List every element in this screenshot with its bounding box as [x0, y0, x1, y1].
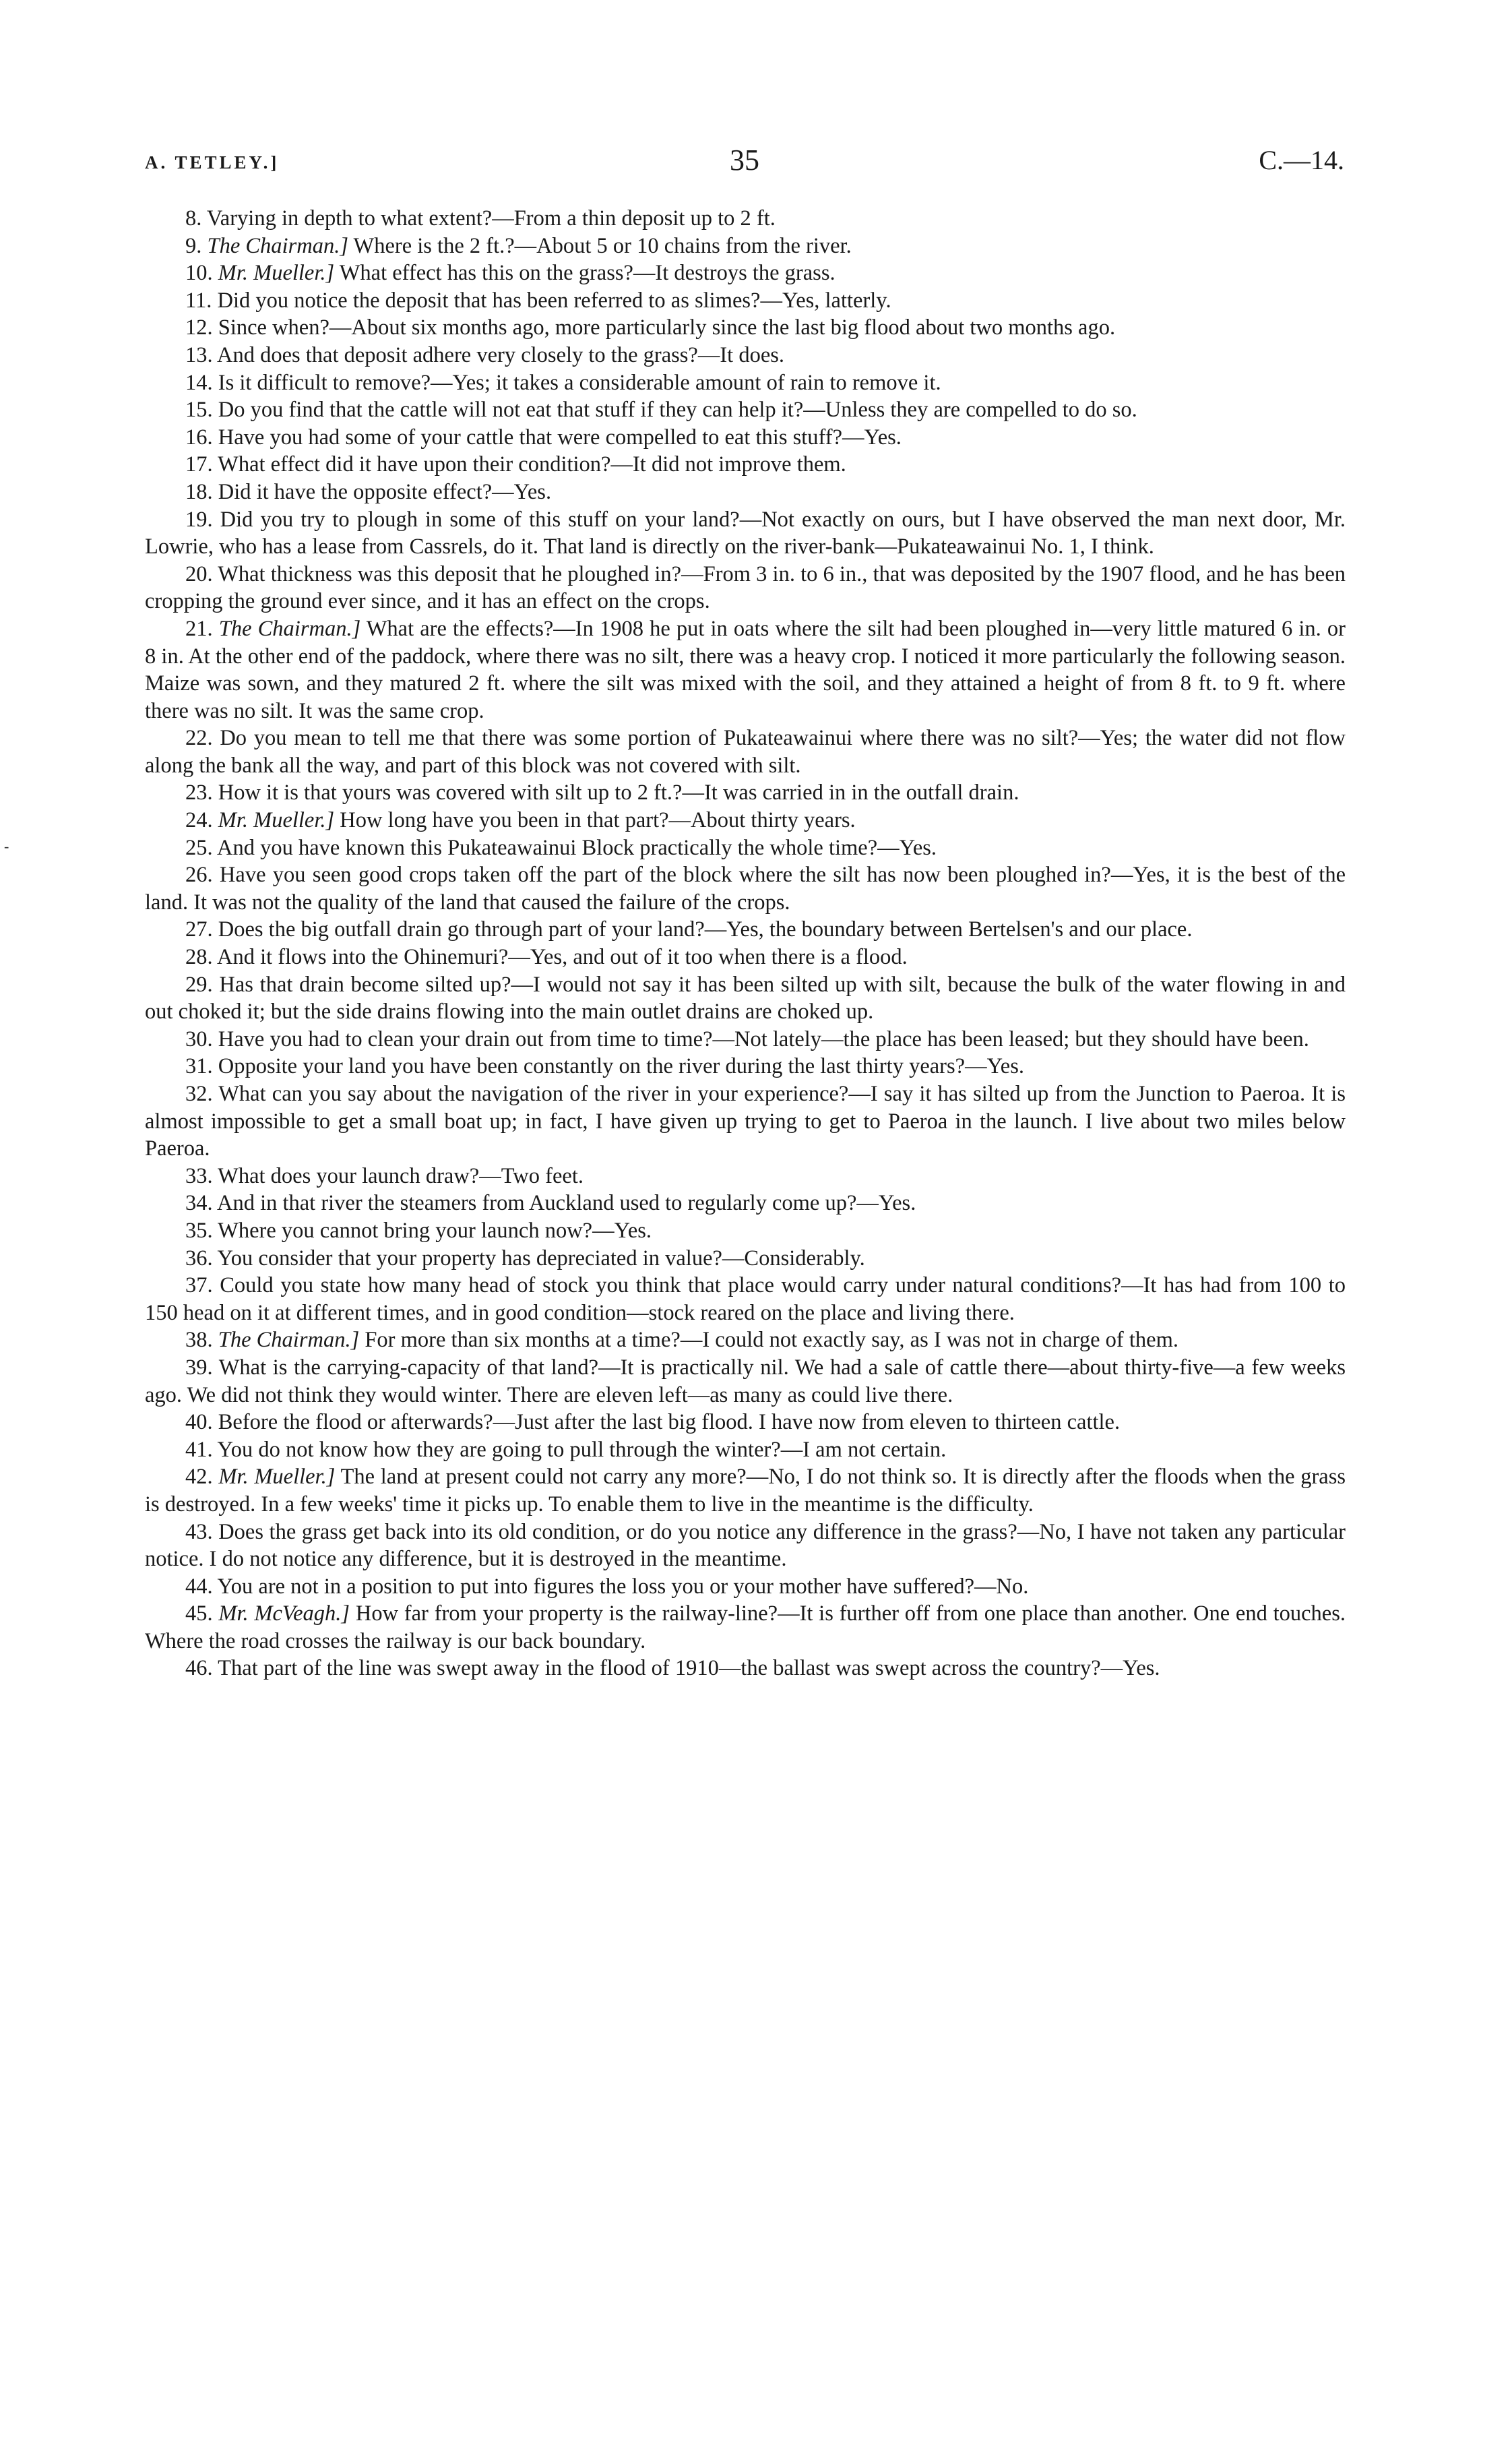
question-answer-text: What is the carrying-capacity of that land?—It is practically nil. We had a sale of cattle there—about thirty-five—a few weeks ago. We did not think they would winter. There are eleven left—as many as could live there.: [145, 1355, 1346, 1407]
testimony-entry: [145, 1519, 1346, 1573]
testimony-entry: [145, 861, 1346, 916]
question-number: 14.: [185, 370, 213, 395]
question-answer-text: Does the grass get back into its old condition, or do you notice any difference in the grass?—No, I have not taken any particular notice. I do not notice any difference, but it is destroyed in the meantime.: [145, 1519, 1346, 1572]
question-answer-text: And it flows into the Ohinemuri?—Yes, and out of it too when there is a flood.: [216, 945, 908, 970]
speaker-label: Mr. Mueller.]: [218, 808, 335, 833]
question-number: 32.: [185, 1082, 213, 1106]
question-answer-text: And in that river the steamers from Auckland used to regularly come up?—Yes.: [216, 1191, 916, 1216]
question-answer-text: That part of the line was swept away in the flood of 1910—the ballast was swept across the country?—Yes.: [218, 1656, 1160, 1681]
question-answer-text: And you have known this Pukateawainui Block practically the whole time?—Yes.: [216, 835, 937, 860]
speaker-label: Mr. Mueller.]: [218, 1465, 336, 1490]
testimony-entry: [145, 506, 1346, 561]
testimony-entry: [145, 342, 1346, 369]
testimony-entry: [145, 807, 1346, 834]
testimony-entry: [145, 1026, 1346, 1053]
testimony-entry: [145, 1436, 1346, 1464]
testimony-entry: [145, 561, 1346, 615]
testimony-entry: [145, 1053, 1346, 1080]
testimony-entry: [145, 1190, 1346, 1217]
question-number: 16.: [185, 425, 213, 450]
question-number: 35.: [185, 1218, 213, 1243]
question-answer-text: Did it have the opposite effect?—Yes.: [218, 479, 552, 504]
testimony-entry: [145, 916, 1346, 944]
testimony-entry: [145, 314, 1346, 342]
question-answer-text: You do not know how they are going to pull through the winter?—I am not certain.: [217, 1437, 947, 1462]
question-number: 23.: [185, 780, 213, 805]
testimony-entry: [145, 479, 1346, 506]
testimony-entry: [145, 1245, 1346, 1273]
testimony-body: [145, 205, 1346, 1682]
testimony-entry: [145, 944, 1346, 971]
question-number: 37.: [185, 1273, 213, 1298]
question-number: 42.: [185, 1465, 213, 1490]
question-answer-text: What does your launch draw?—Two feet.: [218, 1163, 584, 1188]
question-answer-text: Have you had some of your cattle that were compelled to eat this stuff?—Yes.: [218, 425, 902, 450]
testimony-entry: [145, 1080, 1346, 1163]
question-answer-text: Since when?—About six months ago, more particularly since the last big flood about two months ago.: [218, 315, 1116, 340]
testimony-entry: [145, 615, 1346, 725]
question-number: 46.: [185, 1656, 213, 1681]
testimony-entry: [145, 396, 1346, 424]
question-number: 18.: [185, 479, 213, 504]
question-answer-text: Do you mean to tell me that there was some portion of Pukateawainui where there was no silt?—Yes; the water did not flow along the bank all the way, and part of this block was not covered with silt.: [145, 726, 1346, 778]
question-answer-text: And does that deposit adhere very closely to the grass?—It does.: [216, 342, 785, 367]
speaker-label: The Chairman.]: [218, 1328, 360, 1353]
question-answer-text: Opposite your land you have been constantly on the river during the last thirty years?—Yes.: [218, 1054, 1024, 1079]
question-answer-text: What thickness was this deposit that he ploughed in?—From 3 in. to 6 in., that was deposited by the 1907 flood, and he has been cropping the ground ever since, and it has an effect on the crops.: [145, 561, 1346, 614]
testimony-entry: [145, 369, 1346, 397]
testimony-entry: [145, 287, 1346, 315]
question-number: 22.: [185, 726, 213, 751]
question-answer-text: Before the flood or afterwards?—Just after the last big flood. I have now from eleven to thirteen cattle.: [218, 1410, 1121, 1435]
testimony-entry: [145, 1463, 1346, 1518]
question-number: 11.: [185, 288, 212, 313]
testimony-entry: [145, 1272, 1346, 1326]
testimony-entry: [145, 1217, 1346, 1245]
document-reference: C.—14.: [1259, 145, 1344, 175]
question-answer-text: How it is that yours was covered with silt up to 2 ft.?—It was carried in in the outfall drain.: [218, 780, 1019, 805]
speaker-label: The Chairman.]: [218, 616, 361, 641]
testimony-entry: [145, 233, 1346, 260]
testimony-entry: [145, 1573, 1346, 1601]
question-number: 20.: [185, 561, 213, 586]
testimony-entry: [145, 1600, 1346, 1655]
question-number: 26.: [185, 863, 213, 888]
margin-mark: -: [4, 838, 9, 855]
question-number: 36.: [185, 1246, 213, 1270]
testimony-entry: [145, 1163, 1346, 1190]
testimony-entry: [145, 1655, 1346, 1682]
testimony-entry: [145, 834, 1346, 862]
question-answer-text: Do you find that the cattle will not eat that stuff if they can help it?—Unless they are compelled to do so.: [218, 398, 1137, 423]
testimony-entry: [145, 451, 1346, 479]
question-answer-text: For more than six months at a time?—I could not exactly say, as I was not in charge of them.: [365, 1328, 1178, 1353]
question-number: 13.: [185, 342, 213, 367]
question-answer-text: How long have you been in that part?—About thirty years.: [340, 808, 856, 833]
question-number: 10.: [185, 261, 213, 286]
question-answer-text: Where is the 2 ft.?—About 5 or 10 chains from the river.: [353, 233, 852, 258]
question-answer-text: Have you seen good crops taken off the part of the block where the silt has now been ploughed in?—Yes, it is the best of the land. It was not the quality of the land that caused the failure of the crops.: [145, 863, 1346, 915]
question-number: 38.: [185, 1328, 213, 1353]
question-answer-text: Is it difficult to remove?—Yes; it takes a considerable amount of rain to remove it.: [218, 370, 941, 395]
testimony-entry: [145, 725, 1346, 779]
testimony-entry: [145, 259, 1346, 287]
testimony-entry: [145, 971, 1346, 1026]
question-answer-text: What are the effects?—In 1908 he put in oats where the silt had been ploughed in—very little matured 6 in. or 8 in. At the other end of the paddock, where there was no silt, there was a heavy crop. I noticed it more particularly the following season. Maize was sown, and they matured 2 ft. where the silt was mixed with the soil, and they attained a height of from 8 ft. to 9 ft. where there was no silt. It was the same crop.: [145, 616, 1346, 723]
question-answer-text: You consider that your property has depreciated in value?—Considerably.: [217, 1246, 865, 1270]
question-answer-text: Where you cannot bring your launch now?—Yes.: [218, 1218, 652, 1243]
question-number: 21.: [185, 616, 213, 641]
question-number: 44.: [185, 1574, 213, 1599]
speaker-label: The Chairman.]: [207, 233, 348, 258]
question-number: 19.: [185, 507, 213, 532]
question-answer-text: Did you notice the deposit that has been referred to as slimes?—Yes, latterly.: [217, 288, 891, 313]
question-answer-text: The land at present could not carry any more?—No, I do not think so. It is directly after the floods when the grass is destroyed. In a few weeks' time it picks up. To enable them to live in the meantime is the difficulty.: [145, 1465, 1346, 1516]
question-number: 45.: [185, 1601, 213, 1626]
question-number: 41.: [185, 1437, 213, 1462]
question-number: 12.: [185, 315, 213, 340]
speaker-label: Mr. Mueller.]: [218, 261, 335, 286]
question-number: 31.: [185, 1054, 213, 1079]
testimony-entry: [145, 779, 1346, 807]
question-number: 34.: [185, 1191, 213, 1216]
question-number: 33.: [185, 1163, 213, 1188]
testimony-entry: [145, 205, 1346, 233]
question-answer-text: Varying in depth to what extent?—From a thin deposit up to 2 ft.: [206, 206, 776, 231]
page-header: [145, 143, 1344, 183]
question-answer-text: Have you had to clean your drain out from time to time?—Not lately—the place has been leased; but they should have been.: [218, 1026, 1309, 1051]
question-number: 17.: [185, 452, 213, 477]
question-answer-text: Has that drain become silted up?—I would not say it has been silted up with silt, because the bulk of the water flowing in and out choked it; but the side drains flowing into the main outlet drains are choked up.: [145, 972, 1346, 1024]
question-answer-text: You are not in a position to put into figures the loss you or your mother have suffered?—No.: [217, 1574, 1029, 1599]
question-number: 30.: [185, 1026, 213, 1051]
question-number: 27.: [185, 917, 213, 942]
question-answer-text: Does the big outfall drain go through part of your land?—Yes, the boundary between Bertelsen's and our place.: [218, 917, 1193, 942]
question-number: 15.: [185, 398, 213, 423]
question-answer-text: Did you try to plough in some of this stuff on your land?—Not exactly on ours, but I have observed the man next door, Mr. Lowrie, who has a lease from Cassrels, do it. That land is directly on the river-bank—Pukateawainui No. 1, I think.: [145, 507, 1346, 559]
question-number: 43.: [185, 1519, 213, 1544]
page-number: 35: [730, 144, 759, 177]
testimony-entry: [145, 1326, 1346, 1354]
testimony-entry: [145, 1409, 1346, 1436]
question-number: 28.: [185, 945, 213, 970]
question-number: 39.: [185, 1355, 213, 1380]
question-answer-text: Could you state how many head of stock you think that place would carry under natural conditions?—It has had from 100 to 150 head on it at different times, and in good condition—stock reared on the place and living there.: [145, 1273, 1346, 1325]
testimony-entry: [145, 424, 1346, 452]
question-number: 24.: [185, 808, 213, 833]
question-answer-text: What can you say about the navigation of the river in your experience?—I say it has silted up from the Junction to Paeroa. It is almost impossible to get a small boat up; in fact, I have given up trying to get to Paeroa in the launch. I live about two miles below Paeroa.: [145, 1082, 1346, 1161]
question-number: 9.: [185, 233, 202, 258]
question-number: 29.: [185, 972, 213, 997]
speaker-label: Mr. McVeagh.]: [218, 1601, 350, 1626]
question-answer-text: What effect did it have upon their condition?—It did not improve them.: [218, 452, 846, 477]
testimony-entry: [145, 1354, 1346, 1409]
question-answer-text: How far from your property is the railway-line?—It is further off from one place than another. One end touches. Where the road crosses the railway is our back boundary.: [145, 1601, 1346, 1653]
question-number: 8.: [185, 206, 202, 231]
question-number: 25.: [185, 835, 213, 860]
question-number: 40.: [185, 1410, 213, 1435]
question-answer-text: What effect has this on the grass?—It destroys the grass.: [339, 261, 836, 286]
witness-name: A. TETLEY.]: [145, 152, 280, 173]
